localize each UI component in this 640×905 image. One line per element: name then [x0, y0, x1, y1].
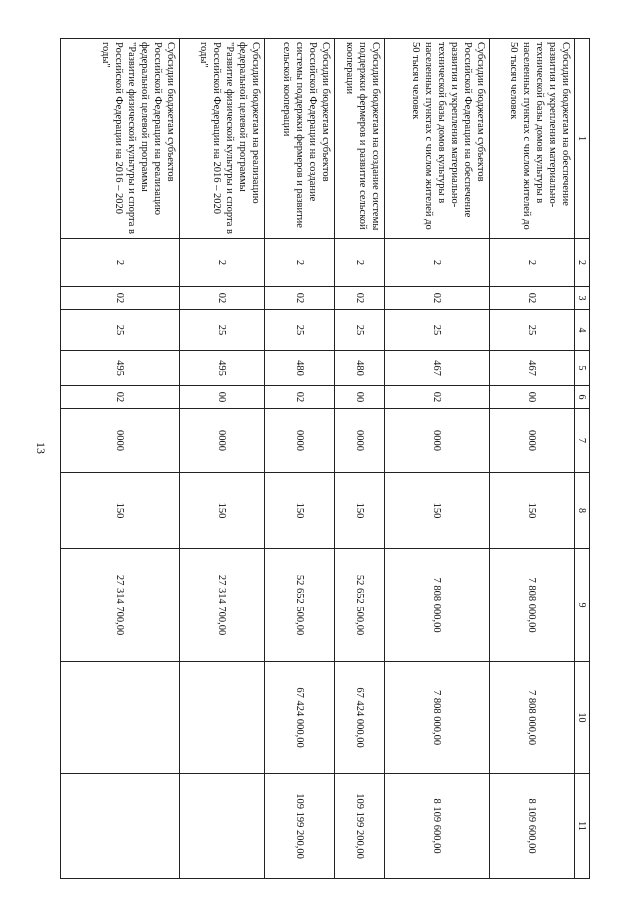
- code-cell: 25: [180, 310, 265, 351]
- code-cell: 0000: [385, 409, 490, 473]
- header-cell: 6: [575, 386, 590, 409]
- code-cell: 0000: [180, 409, 265, 473]
- table-row: [61, 39, 180, 879]
- code-cell: 467: [385, 351, 490, 386]
- code-cell: 02: [61, 386, 180, 409]
- header-cell: 10: [575, 662, 590, 774]
- code-cell: 150: [265, 473, 335, 549]
- code-cell: 25: [385, 310, 490, 351]
- table-row: [335, 39, 385, 879]
- row-name: Субсидии бюджетам субъектов Российской Федерации на создание системы поддержки фермеров и развитие сельской кооперации: [265, 39, 335, 239]
- row-name: Субсидии бюджетам субъектов Российской Федерации на обеспечение развития и укрепления материально-технической базы домов культуры в населенных пунктах с числом жителей до 50 тысяч человек: [385, 39, 490, 239]
- code-cell: 25: [335, 310, 385, 351]
- amount-cell: 7 808 000,00: [385, 549, 490, 662]
- code-cell: 00: [490, 386, 575, 409]
- header-cell: 3: [575, 287, 590, 310]
- code-cell: 2: [385, 239, 490, 287]
- code-cell: 2: [61, 239, 180, 287]
- table-row: [180, 39, 265, 879]
- amount-cell: 8 109 600,00: [385, 774, 490, 879]
- row-name: Субсидии бюджетам субъектов Российской Федерации на реализацию федеральной целевой программы "Развитие физической культуры и спорта в Российской Федерации на 2016 – 2020 годы": [61, 39, 180, 239]
- code-cell: 02: [61, 287, 180, 310]
- row-name: Субсидии бюджетам на реализацию федеральной целевой программы "Развитие физической культуры и спорта в Российской Федерации на 2016 – 2020 годы": [180, 39, 265, 239]
- code-cell: 02: [385, 386, 490, 409]
- code-cell: 25: [490, 310, 575, 351]
- code-cell: 02: [490, 287, 575, 310]
- header-cell: 1: [575, 39, 590, 239]
- code-cell: 02: [180, 287, 265, 310]
- code-cell: 25: [265, 310, 335, 351]
- code-cell: 495: [180, 351, 265, 386]
- amount-cell: 7 808 000,00: [490, 662, 575, 774]
- code-cell: 0000: [61, 409, 180, 473]
- code-cell: 2: [180, 239, 265, 287]
- code-cell: 480: [265, 351, 335, 386]
- row-name: Субсидии бюджетам на создание системы поддержки фермеров и развитие сельской кооперации: [335, 39, 385, 239]
- amount-cell: 7 808 000,00: [490, 549, 575, 662]
- code-cell: 25: [61, 310, 180, 351]
- amount-cell: 27 314 700,00: [61, 549, 180, 662]
- code-cell: 0000: [335, 409, 385, 473]
- header-cell: 4: [575, 310, 590, 351]
- code-cell: 02: [335, 287, 385, 310]
- amount-cell: 109 199 200,00: [265, 774, 335, 879]
- column-number-row: [575, 39, 590, 879]
- table-row: [490, 39, 575, 879]
- amount-cell: 109 199 200,00: [335, 774, 385, 879]
- amount-cell: 8 109 600,00: [490, 774, 575, 879]
- code-cell: 02: [265, 287, 335, 310]
- table-row: [385, 39, 490, 879]
- amount-cell: [180, 662, 265, 774]
- amount-cell: 27 314 700,00: [180, 549, 265, 662]
- amount-cell: 52 652 500,00: [265, 549, 335, 662]
- code-cell: 2: [265, 239, 335, 287]
- code-cell: 00: [180, 386, 265, 409]
- code-cell: 467: [490, 351, 575, 386]
- amount-cell: [180, 774, 265, 879]
- code-cell: 495: [61, 351, 180, 386]
- code-cell: 2: [490, 239, 575, 287]
- code-cell: 150: [385, 473, 490, 549]
- table-row: [265, 39, 335, 879]
- header-cell: 9: [575, 549, 590, 662]
- code-cell: 02: [385, 287, 490, 310]
- amount-cell: 52 652 500,00: [335, 549, 385, 662]
- code-cell: 150: [490, 473, 575, 549]
- row-name: Субсидии бюджетам на обеспечение развития и укрепления материально-технической базы домов культуры в населенных пунктах с числом жителей до 50 тысяч человек: [490, 39, 575, 239]
- code-cell: 150: [61, 473, 180, 549]
- amount-cell: 67 424 000,00: [335, 662, 385, 774]
- header-cell: 11: [575, 774, 590, 879]
- amount-cell: [61, 774, 180, 879]
- header-cell: 5: [575, 351, 590, 386]
- code-cell: 0000: [490, 409, 575, 473]
- code-cell: 150: [335, 473, 385, 549]
- code-cell: 02: [265, 386, 335, 409]
- header-cell: 8: [575, 473, 590, 549]
- code-cell: 480: [335, 351, 385, 386]
- rotated-table-container: [60, 38, 590, 878]
- budget-table: [60, 38, 590, 879]
- code-cell: 150: [180, 473, 265, 549]
- code-cell: 00: [335, 386, 385, 409]
- page-number: 13: [34, 442, 48, 454]
- amount-cell: 7 808 000,00: [385, 662, 490, 774]
- code-cell: 2: [335, 239, 385, 287]
- amount-cell: 67 424 000,00: [265, 662, 335, 774]
- header-cell: 7: [575, 409, 590, 473]
- header-cell: 2: [575, 239, 590, 287]
- amount-cell: [61, 662, 180, 774]
- code-cell: 0000: [265, 409, 335, 473]
